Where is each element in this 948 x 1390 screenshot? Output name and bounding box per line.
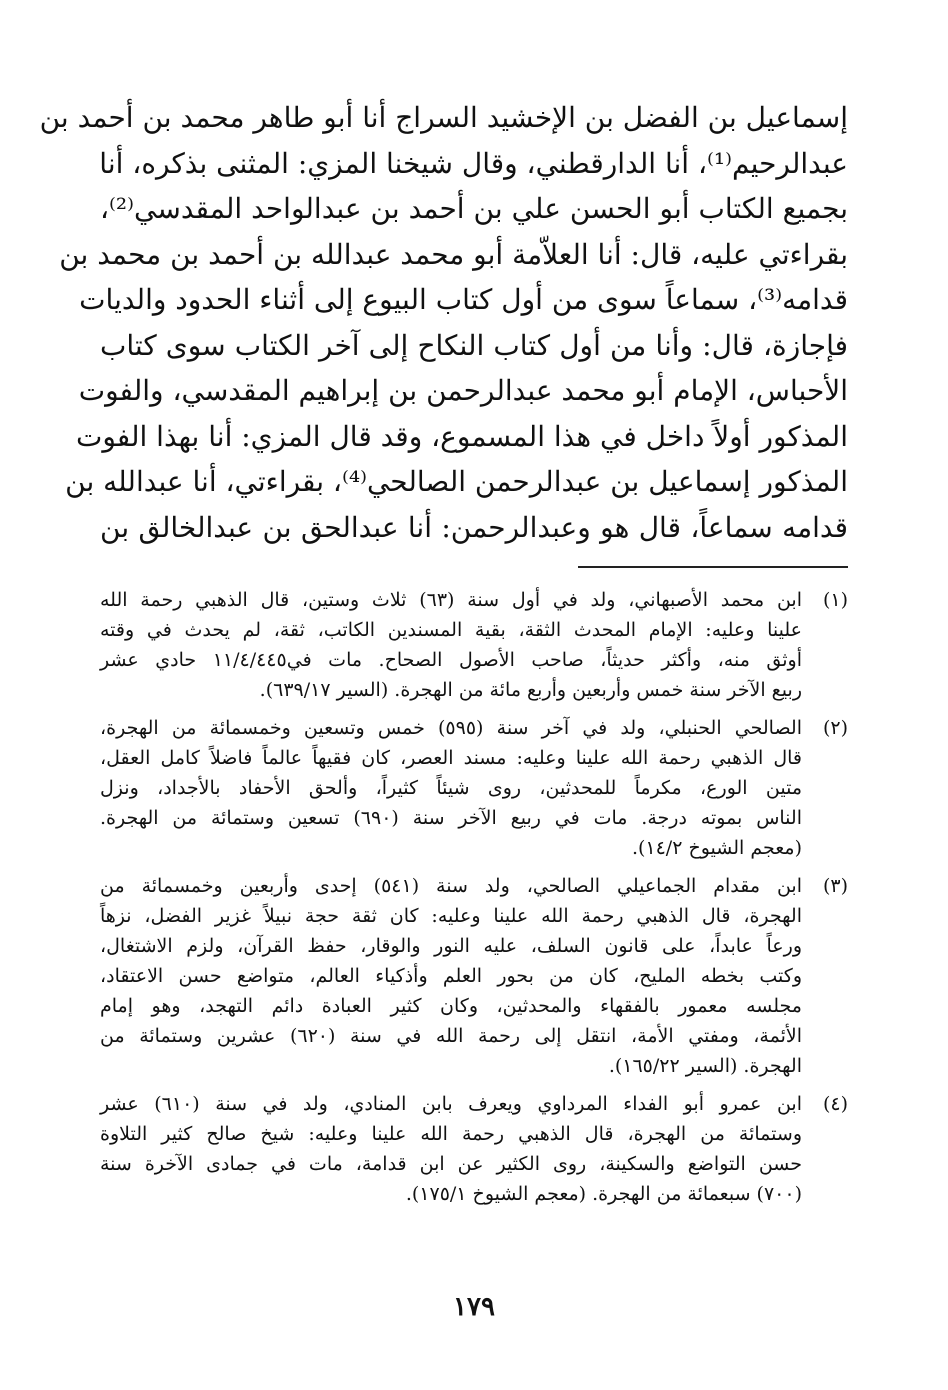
main-text-line: فإجازة، قال: وأنا من أول كتاب النكاح إلى آخر الكتاب سوى كتاب <box>100 328 848 362</box>
main-text-line: إسماعيل بن الفضل بن الإخشيد السراج أنا أبو طاهر محمد بن أحمد بن <box>39 101 848 134</box>
footnote-divider <box>578 566 848 568</box>
main-text-line: بقراءتي عليه، قال: أنا العلاّمة أبو محمد عبدالله بن أحمد بن محمد بن <box>59 237 848 271</box>
footnote-line: ربيع الآخر سنة خمس وأربعين وأربع مائة من الهجرة. (السير ٦٣٩/١٧). <box>259 679 802 701</box>
footnote-line: الهجرة، قال الذهبي رحمة الله علينا وعليه: كان ثقة حجة نبيلاً غزير الفضل، نزهاً <box>100 905 802 927</box>
footnote-number: (٤) <box>822 1093 848 1115</box>
footnote-2 <box>100 713 848 863</box>
main-text-line: الأحباس، الإمام أبو محمد عبدالرحمن بن إبراهيم المقدسي، والفوت <box>78 374 848 407</box>
main-text-line: المذكور إسماعيل بن عبدالرحمن الصالحي⁽⁴⁾، بقراءتي، أنا عبدالله بن <box>65 465 848 498</box>
footnote-line: الصالحي الحنبلي، ولد في آخر سنة (٥٩٥) خمس وتسعين وخمسمائة من الهجرة، <box>100 717 802 739</box>
footnote-line: (معجم الشيوخ ١٤/٢). <box>631 837 802 859</box>
footnote-4 <box>100 1089 848 1209</box>
main-text-line: بجميع الكتاب أبو الحسن علي بن أحمد بن عبدالواحد المقدسي⁽²⁾، <box>100 192 848 225</box>
footnote-line: حسن التواضع والسكينة، روى الكثير عن ابن قدامة، مات في جمادى الآخرة سنة <box>100 1153 802 1175</box>
footnote-line: ابن عمرو أبو الفداء المرداوي ويعرف بابن المنادي، ولد في سنة (٦١٠) عشر <box>100 1093 802 1115</box>
footnote-line: ابن مقدام الجماعيلي الصالحي، ولد سنة (٥٤١) إحدى وأربعين وخمسمائة من <box>100 875 802 897</box>
footnotes-section <box>100 585 848 1217</box>
page-number: ١٧٩ <box>453 1292 495 1322</box>
main-text-block <box>39 95 849 550</box>
footnote-line: الهجرة. (السير ١٦٥/٢٢). <box>608 1055 802 1077</box>
footnote-number: (١) <box>822 589 848 611</box>
footnote-line: مجلسه معمور بالفقهاء والمحدثين، وكان كثير العبادة دائم التهجد، وهو إمام <box>100 995 802 1017</box>
footnote-line: وستمائة من الهجرة، قال الذهبي رحمة الله علينا وعليه: شيخ صالح كثير التلاوة <box>100 1123 802 1145</box>
footnote-line: أوثق منه، وأكثر حديثاً، صاحب الأصول الصحاح. مات في١١/٤/٤٤٥ حادي عشر <box>100 649 802 671</box>
footnote-line: الأئمة، ومفتي الأمة، انتقل إلى رحمة الله في سنة (٦٢٠) عشرين وستمائة من <box>100 1025 802 1047</box>
main-text-line: قدامه سماعاً، قال هو وعبدالرحمن: أنا عبدالحق بن عبدالخالق بن <box>100 510 849 544</box>
footnote-line: (٧٠٠) سبعمائة من الهجرة. (معجم الشيوخ ١٧٥/١). <box>405 1183 802 1205</box>
footnote-line: الناس بموته درجة. مات في ربيع الآخر سنة (٦٩٠) تسعين وستمائة من الهجرة. <box>100 807 802 829</box>
book-page <box>39 95 849 1205</box>
footnote-line: متين الورع، مكرماً للمحدثين، روى شيئاً كثيراً، وألحق الأحفاد بالأجداد، ونزل <box>100 777 802 799</box>
footnote-number: (٣) <box>822 875 848 897</box>
footnote-line: قال الذهبي رحمة الله علينا وعليه: مسند العصر، كان فقيهاً عالماً فاضلاً كامل العقل، <box>100 747 802 769</box>
footnote-number: (٢) <box>822 717 848 739</box>
footnote-line: وكتب بخطه المليح، كان من بحور العلم وأذكياء العالم، متواضع حسن الاعتقاد، <box>100 965 802 987</box>
footnote-line: علينا وعليه: الإمام المحدث الثقة، بقية المسندين الكاتب، ثقة، لم يحدث في وقته <box>100 619 802 641</box>
footnote-line: ابن محمد الأصبهاني، ولد في أول سنة (٦٣) ثلاث وستين، قال الذهبي رحمة الله <box>100 589 802 611</box>
main-text-line: قدامه⁽³⁾، سماعاً سوى من أول كتاب البيوع إلى أثناء الحدود والديات <box>79 283 848 316</box>
footnote-1 <box>100 585 848 705</box>
footnote-3 <box>100 871 848 1081</box>
footnote-line: ورعاً عابداً، على قانون السلف، عليه النور والوقار، حفظ القرآن، ولزم الاشتغال، <box>100 935 802 957</box>
main-text-line: المذكور أولاً داخل في هذا المسموع، وقد قال المزي: أنا بهذا الفوت <box>75 419 848 453</box>
main-text-line: عبدالرحيم⁽¹⁾، أنا الدارقطني، وقال شيخنا المزي: المثنى بذكره، أنا <box>99 146 848 180</box>
